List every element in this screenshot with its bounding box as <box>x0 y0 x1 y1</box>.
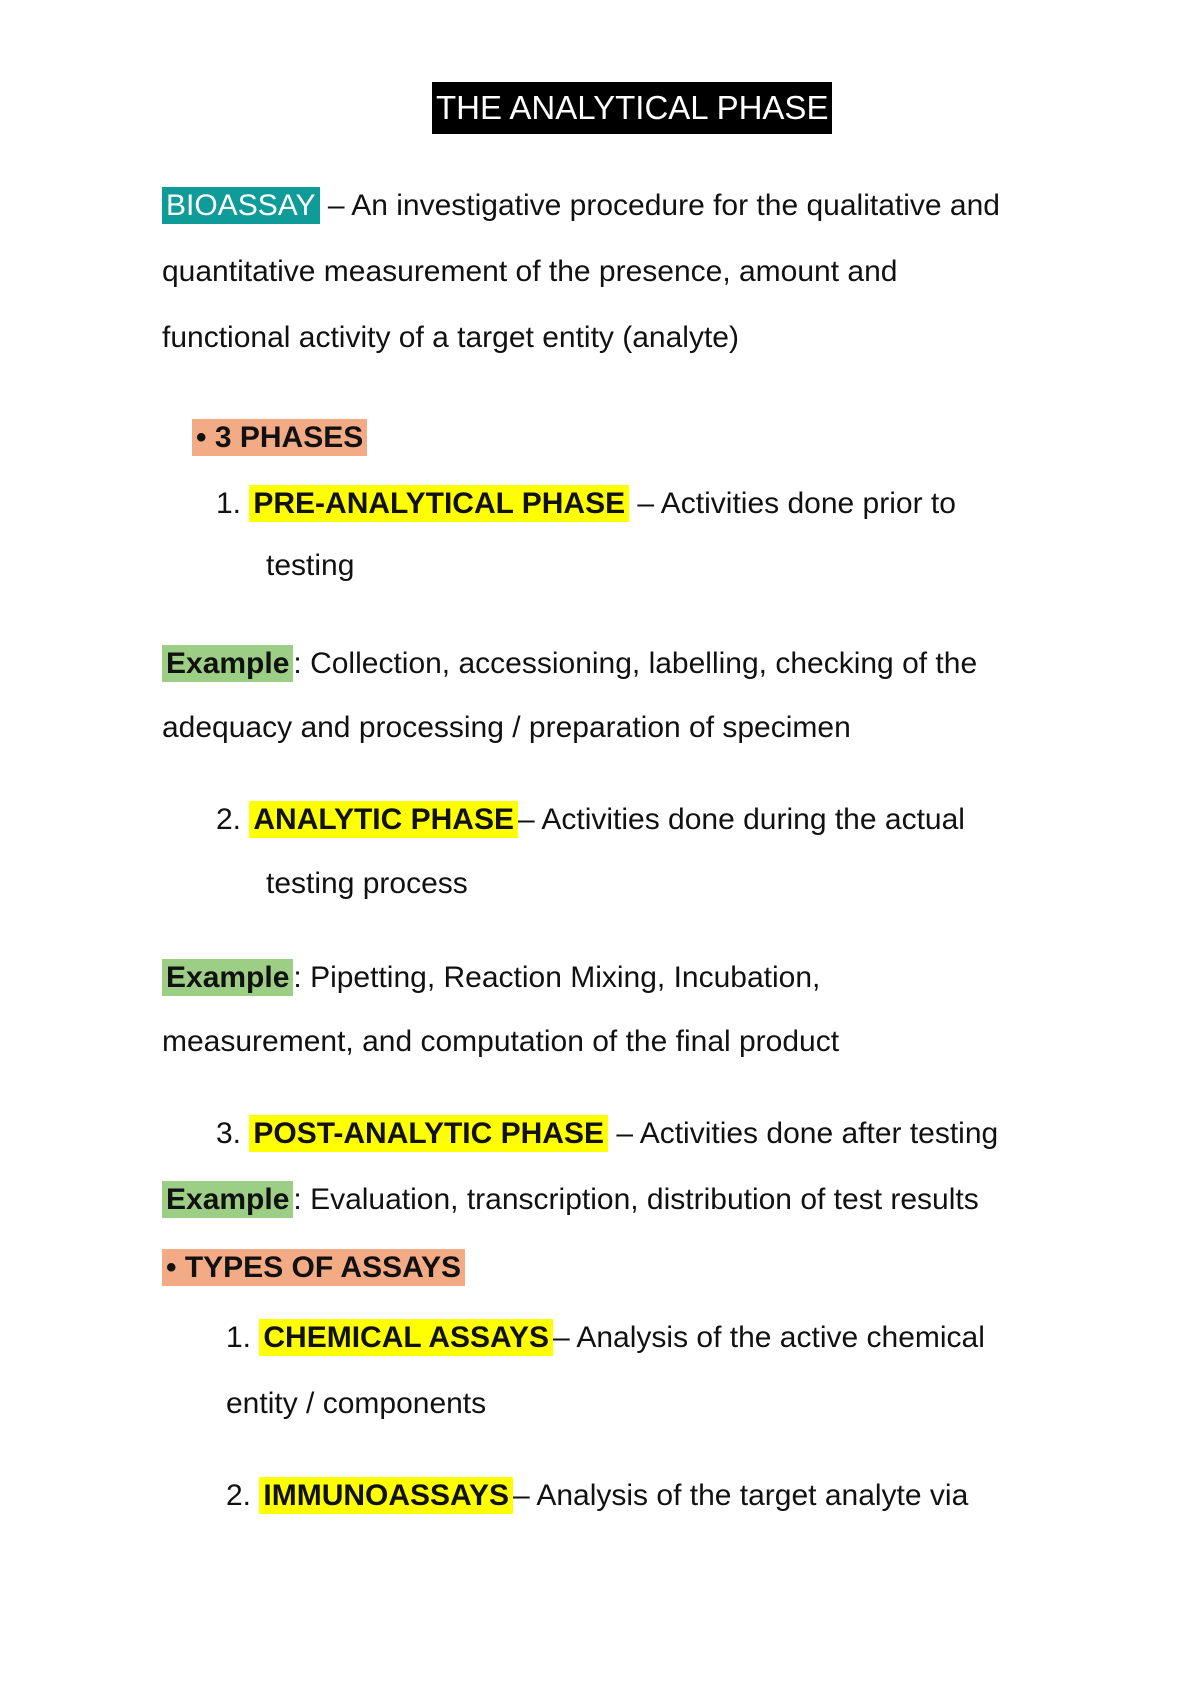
phase-2-desc-cont: testing process <box>266 867 468 900</box>
assay-2-term: IMMUNOASSAYS <box>259 1477 513 1514</box>
assay-1-term: CHEMICAL ASSAYS <box>259 1319 553 1356</box>
phase-1-example-label: Example <box>162 645 293 682</box>
phase-2-example-label: Example <box>162 959 293 996</box>
assay-2-number: 2. <box>226 1479 252 1512</box>
assays-heading-label: • TYPES OF ASSAYS <box>162 1249 465 1286</box>
assay-2-line <box>226 1476 968 1516</box>
phases-heading-label: • 3 PHASES <box>192 419 367 456</box>
phase-2-example-line-1 <box>162 958 820 998</box>
phase-3-number: 3. <box>216 1117 242 1150</box>
phase-2-example-text: : Pipetting, Reaction Mixing, Incubation, <box>293 961 821 994</box>
definition-line-1 <box>162 186 1000 226</box>
definition-line-2: quantitative measurement of the presence, amount and <box>162 255 898 288</box>
assay-1-line <box>226 1318 985 1358</box>
assays-heading <box>162 1248 465 1288</box>
phase-3-desc: – Activities done after testing <box>608 1117 999 1150</box>
phase-3-example-text: : Evaluation, transcription, distribution of test results <box>293 1183 979 1216</box>
term-bioassay: BIOASSAY <box>162 187 320 224</box>
phases-heading <box>192 418 367 458</box>
phase-1-example-line-1 <box>162 644 977 684</box>
phase-3-term: POST-ANALYTIC PHASE <box>249 1115 608 1152</box>
phase-2-term: ANALYTIC PHASE <box>249 801 518 838</box>
phase-3-line <box>216 1114 998 1154</box>
assay-1-desc: – Analysis of the active chemical <box>553 1321 985 1354</box>
phase-3-example-line-1 <box>162 1180 979 1220</box>
phase-1-example-text: : Collection, accessioning, labelling, checking of the <box>293 647 978 680</box>
phase-2-desc: – Activities done during the actual <box>517 803 965 836</box>
phase-1-desc: – Activities done prior to <box>629 487 956 520</box>
phase-2-example-line-2: measurement, and computation of the final product <box>162 1025 840 1058</box>
phase-1-term: PRE-ANALYTICAL PHASE <box>249 485 629 522</box>
phase-2-number: 2. <box>216 803 242 836</box>
phase-1-number: 1. <box>216 487 242 520</box>
definition-line-3: functional activity of a target entity (analyte) <box>162 321 739 354</box>
page-title: THE ANALYTICAL PHASE <box>432 82 832 134</box>
definition-text-1: – An investigative procedure for the qualitative and <box>319 189 1000 222</box>
phase-2-line <box>216 800 965 840</box>
phase-1-desc-cont: testing <box>266 549 355 582</box>
phase-3-example-label: Example <box>162 1181 293 1218</box>
phase-1-line <box>216 484 956 524</box>
phase-1-example-line-2: adequacy and processing / preparation of specimen <box>162 711 851 744</box>
assay-1-desc-cont: entity / components <box>226 1387 487 1420</box>
assay-1-number: 1. <box>226 1321 252 1354</box>
assay-2-desc: – Analysis of the target analyte via <box>512 1479 969 1512</box>
